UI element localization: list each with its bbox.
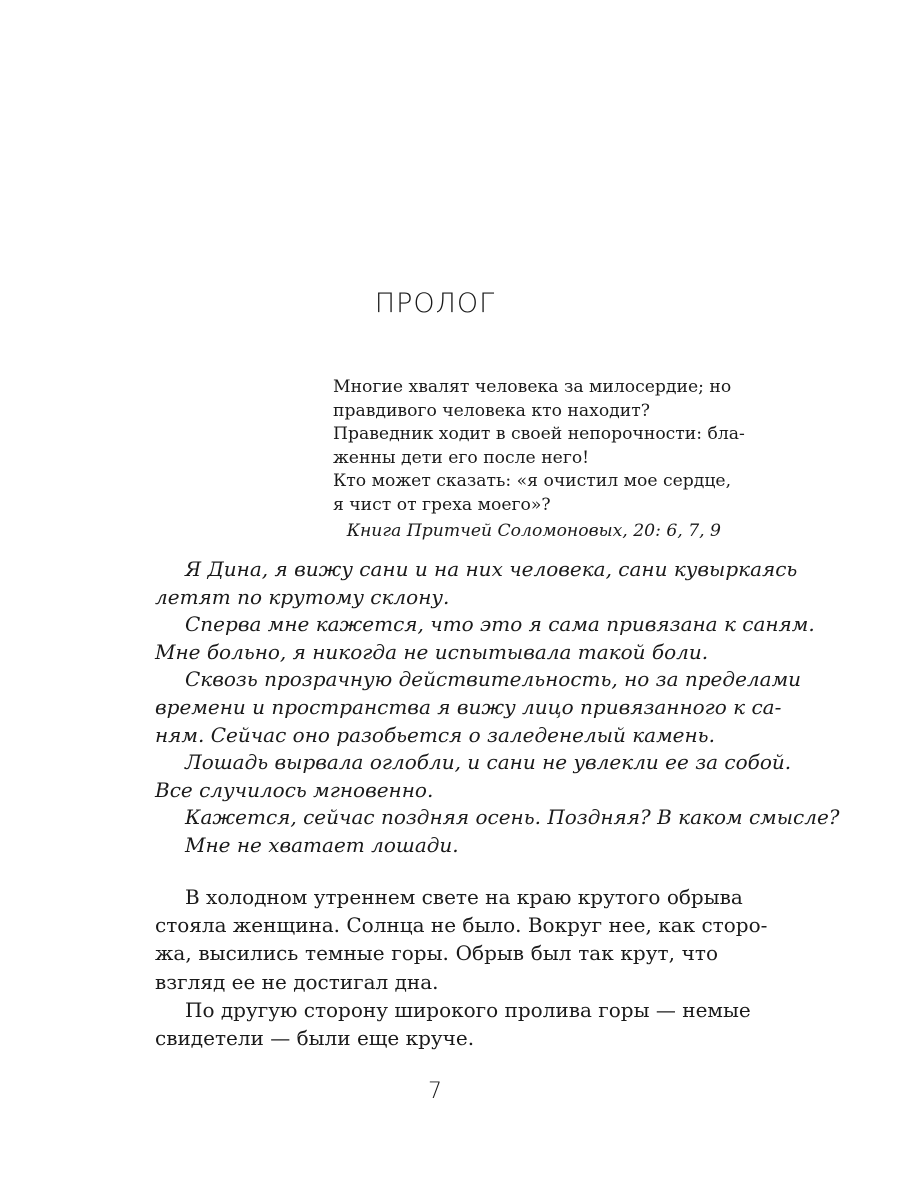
text-line: взгляд ее не достигал дна. xyxy=(155,969,439,994)
chapter-title: ПРОЛОГ xyxy=(374,288,496,319)
text-line: Я Дина, я вижу сани и на них человека, сани кувыркаясь xyxy=(185,557,798,581)
text-line: летят по крутому склону. xyxy=(155,584,450,609)
text-line: свидетели — были еще круче. xyxy=(155,1026,475,1051)
text-line: По другую сторону широкого пролива горы — немые xyxy=(185,997,751,1022)
italic-prologue-text xyxy=(155,556,840,860)
text-line: Лошадь вырвала оглобли, и сани не увлекли ее за собой. xyxy=(185,750,792,775)
epigraph xyxy=(333,376,745,543)
epigraph-line: правдивого человека кто находит? xyxy=(333,400,650,421)
text-line: ням. Сейчас оно разобьется о заледенелый камень. xyxy=(155,722,715,747)
text-line: Мне больно, я никогда не испытывала такой боли. xyxy=(155,639,709,664)
text-line: Сперва мне кажется, что это я сама привязана к саням. xyxy=(185,612,815,637)
page-number: 7 xyxy=(428,1079,442,1104)
epigraph-line: Многие хвалят человека за милосердие; но xyxy=(333,377,732,397)
epigraph-line: я чист от греха моего»? xyxy=(333,494,551,515)
epigraph-line: Праведник ходит в своей непорочности: бла- xyxy=(333,424,745,445)
text-line: Мне не хватает лошади. xyxy=(185,832,459,857)
epigraph-line: Кто может сказать: «я очистил мое сердце, xyxy=(333,471,732,492)
text-line: Кажется, сейчас поздняя осень. Поздняя? В каком смысле? xyxy=(185,805,840,830)
text-line: стояла женщина. Солнца не было. Вокруг нее, как сторо- xyxy=(155,913,768,938)
text-line: времени и пространства я вижу лицо привязанного к са- xyxy=(155,694,782,719)
body-text xyxy=(155,883,768,1052)
epigraph-line: женны дети его после него! xyxy=(333,447,590,468)
text-line: Сквозь прозрачную действительность, но за пределами xyxy=(185,667,802,692)
text-line: жа, высились темные горы. Обрыв был так крут, что xyxy=(155,941,718,966)
text-line: В холодном утреннем свете на краю крутого обрыва xyxy=(185,885,743,909)
text-line: Все случилось мгновенно. xyxy=(155,777,434,802)
epigraph-source: Книга Притчей Соломоновых, 20: 6, 7, 9 xyxy=(346,520,721,541)
